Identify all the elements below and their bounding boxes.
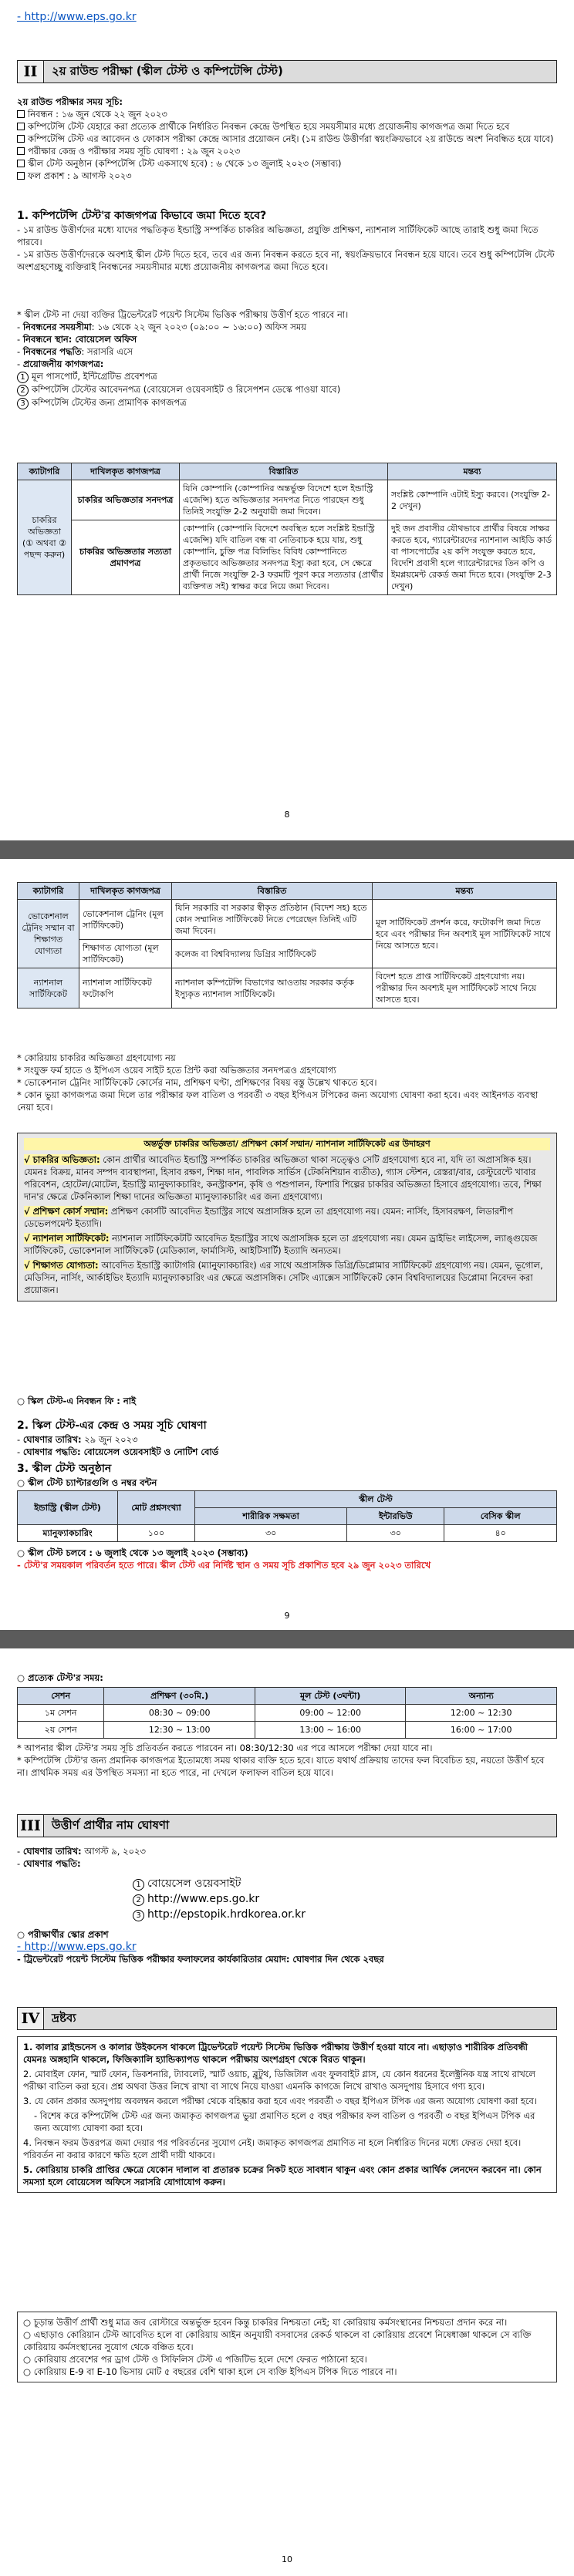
schedule-warning: - টেস্ট'র সময়কাল পরিবর্তন হতে পারে। স্কীল টেস্ট এর নির্দিষ্ট স্থান ও সময় সূচি প্রকাশিত হবে ২৯ জুন ২০২৩ তারিখে — [17, 1560, 431, 1571]
caution-item: 4. নিবন্ধন ফরম উত্তরপত্র জমা দেয়ার পর পরিবর্তনের সুযোগ নেই। জমাকৃত কাগজপত্র প্রমাণিত না হলে নির্ধারিত দিনের মধ্যে ফেরত দেয়া হবে। পরিবর্তন না করার কারণে ক্ষতি হলে প্রার্থী দায়ী থাকবে। — [23, 2137, 522, 2160]
schedule-item: ফল প্রকাশ : ৯ আগস্ট ২০২৩ — [17, 170, 557, 182]
page-8 — [0, 0, 574, 840]
page-separator — [0, 840, 574, 859]
doc-cell: ন্যাশনাল সার্টিফিকেট ফটোকপি — [79, 968, 172, 1009]
note-line: * সংযুক্ত ফর্ম হাতে ও ইপিএস ওয়েব সাইট হতে প্রিন্ট করা অভিজ্ঞতার সনদপত্রও গ্রহণযোগ্য — [17, 1065, 336, 1076]
schedule-item: নিবন্ধন : ১৬ জুন থেকে ২২ জুন ২০২৩ — [17, 108, 557, 120]
schedule-item: কম্পিটেন্সি টেস্ট যেহারে করা প্রত্যেক প্রার্থীকে নির্ধারিত নিবন্ধন কেন্দ্রে উপস্থিত হয়ে সময়সীমার মধ্যে প্রয়োজনীয় কাগজপত্র জমা দিতে হবে — [17, 120, 557, 133]
th-details: বিস্তারিত — [172, 883, 373, 900]
doc-item: 3 কম্পিটেন্সি টেস্টের জন্য প্রামাণিক কাগজপত্র — [17, 396, 557, 409]
score-validity: - ট্রিভেন্টরেট পয়েন্ট সিস্টেম ভিত্তিক পরীক্ষার ফলাফলের কার্যকারিতার মেয়াদ: ঘোষণার দিন থেকে ২বছর — [17, 1954, 384, 1965]
table-row: ২য় সেশন 12:30 ~ 13:00 13:00 ~ 16:00 16:00 ~ 17:00 — [18, 1722, 557, 1739]
timing-title: ○ প্রত্যেক টেস্ট'র সময়: — [17, 1672, 103, 1683]
category-cell: ন্যাশনাল সার্টিফিকেট — [18, 968, 79, 1009]
caution-item: 2. মোবাইল ফোন, স্মার্ট ফোন, ডিকশনারি, ট্যাবলেট, স্মার্ট ওয়াচ, ব্লুটুথ, ডিজিটাল এবং ফুলবাইট গ্লাস, যে কোন ধরনের ইলেক্ট্রনিক যন্ত্র সাথে রাখলে পরীক্ষা বাতিল করা হবে। প্রশ্ন অথবা উত্তর লিখে রাখা বা সাথে নিয়ে যাওয়া এমনকি কাগজে লিখে রাখাও অসদুপায় হিসাবে গণ্য হবে। — [23, 2069, 535, 2092]
remark-cell: মূল সার্টিফিকেট প্রদর্শন করে, ফটোকপি জমা দিতে হবে এবং পরীক্ষার দিন অবশ্যই মূল সার্টিফিকেট সাথে নিয়ে আসতে হবে। — [373, 900, 557, 968]
checkbox-icon — [17, 123, 25, 130]
note-line: * কোরিয়ায় চাকরির অভিজ্ঞতা গ্রহণযোগ্য নয় — [17, 1052, 176, 1063]
remark-cell: সংশ্লিষ্ট কোম্পানি এটাই ইস্যু করবে। (সংযুক্তি 2-2 দেখুন) — [388, 480, 557, 520]
cautions-box — [17, 2036, 557, 2193]
reg-line: - নিবন্ধনের পদ্ধতি: সরাসরি এসে — [17, 346, 133, 357]
doc-cell: চাকরির অভিজ্ঞতার সনদপত্র — [72, 480, 180, 520]
note-line: * ভোকেশনাল ট্রেনিং সার্টিফিকেট কোর্সের নাম, প্রশিক্ষণ ঘণ্টা, প্রশিক্ষণের বিষয় বস্তু উল্লেখ থাকতে হবে। — [17, 1077, 377, 1088]
eps-link[interactable]: - http://www.eps.go.kr — [17, 11, 137, 23]
detail-cell: যিনি সরকারি বা সরকার স্বীকৃত প্রতিষ্ঠান (বিদেশ সহ) হতে কোন সম্মানিত সার্টিফিকেট নিতে পেরেছেন তিনিই এটি জমা দিবেন। — [172, 900, 373, 940]
doc-cell: ভোকেশনাল ট্রেনিং (মূল সার্টিফিকেট) — [79, 900, 172, 940]
category-cell: চাকরির অভিজ্ঞতা (① অথবা ② পছন্দ করুন) — [18, 480, 72, 595]
checkbox-icon — [17, 110, 25, 118]
section-title: উত্তীর্ণ প্রার্থীর নাম ঘোষণা — [52, 1817, 170, 1832]
doc-item: 2 কম্পিটেন্সি টেস্টের আবেদনপত্র (বোয়েসেল ওয়েবসাইট ও রিসেপশন ডেস্কে পাওয়া যাবে) — [17, 383, 557, 396]
ann-line: - ঘোষণার পদ্ধতি: — [17, 1858, 81, 1869]
examples-box — [17, 1133, 557, 1301]
th-remarks: মন্তব্য — [388, 463, 557, 480]
caution-item: 3. যে কোন প্রকার অসদুপায় অবলম্বন করলে পরীক্ষা থেকে বহিষ্কার করা হবে এবং পরবর্তী ৩ বছর ইপিএস টপিক এর জন্য অযোগ্য ঘোষণা করা হবে। — [23, 2096, 538, 2106]
section-2-header — [17, 60, 557, 83]
reg-line: - নিবন্ধনের সময়সীমা: ১৬ থেকে ২২ জুন ২০২৩ (০৯:০০ ~ ১৬:০০) অফিস সময় — [17, 322, 306, 332]
section-number: II — [18, 61, 44, 82]
examples-title: অন্তর্ভুক্ত চাকরির অভিজ্ঞতা/ প্রশিক্ষণ কোর্স সম্মান/ ন্যাশনাল সার্টিফিকেট এর উদাহরণ — [24, 1138, 550, 1150]
section-number: III — [18, 1815, 44, 1837]
section-3-header — [17, 1814, 557, 1837]
q2-line: - ঘোষণার তারিখ: ২৯ জুন ২০২৩ — [17, 1434, 138, 1445]
page-number: 10 — [282, 2554, 292, 2564]
timing-note: * আপনার স্কীল টেস্ট'র সময় সূচি প্রতিবর্তন করতে পারবেন না। 08:30/12:30 এর পরে আসলে পরীক্ষা দেয়া যাবে না। — [17, 1743, 433, 1753]
timing-table: সেশন প্রশিক্ষণ (৩০মি.) মূল টেস্ট (৩ঘন্টা) অন্যান্য ১ম সেশন 08:30 ~ 09:00 09:00 ~ 12:00 12:00 ~ 12:30 ২য় সেশন 12:30 ~ 13:00 13:00 ~ 16:00 16:00 ~ 17:00 — [17, 1687, 557, 1739]
doc-item: 1 মূল পাসপোর্ট, ইন্টিগ্রেটিভ প্রবেশপত্র — [17, 370, 557, 383]
ann-item[interactable]: 2 http://www.eps.go.kr — [133, 1891, 557, 1907]
th-documents: দাখিলকৃত কাগজপত্র — [79, 883, 172, 900]
ann-item: 1 বোয়েসেল ওয়েবসাইট — [133, 1876, 557, 1891]
ann-line: - ঘোষণার তারিখ: আগস্ট ৯, ২০২৩ — [17, 1846, 146, 1857]
cert-table — [17, 882, 557, 1009]
example-item: √ চাকরির অভিজ্ঞতা: কোন প্রার্থীর আবেদিত ইন্ডাস্ট্রি সম্পর্কিত চাকরির অভিজ্ঞতা থাকা সত্ত্বেও সেটি গ্রহণযোগ্য হবে না, যদি তা অপ্রাসঙ্গিক হয়। যেমনঃ বিক্রয়, মানব সম্পদ ব্যবস্থাপনা, হিসাব রক্ষণ, শিক্ষা দান, পাবলিক সার্ভিস (টেকনিশিয়ান ব্যতীত), গ্যাস স্টেশন, রেস্তরা/বার, রেস্টুরেন্টে খাবার পরিবেশন, হোটেল/মোটেল, ইন্ডাস্ট্রি ম্যানুফ্যাকচারিং, কনস্ট্রাকশন, কৃষি ও পশুপালন, ফিশারি শিল্পের চাকরির অভিজ্ঞতা হিসাবে গ্রহণযোগ্য। তবে, শিক্ষা দান'র ক্ষেত্রে টেকনিক্যাল শিক্ষা দানের অভিজ্ঞতা ম্যানুফ্যাকচারিং এর জন্য গ্রহণযোগ্য। — [24, 1154, 542, 1202]
doc-cell: শিক্ষাগত যোগ্যতা (মূল সার্টিফিকেট) — [79, 940, 172, 968]
page-number: 9 — [284, 1611, 290, 1621]
final-note: ○ চূড়ান্ত উত্তীর্ণ প্রার্থী শুধু মাত্র জব রোস্টারে অন্তর্ভুক্ত হবেন কিন্তু চাকরির নিশ্চয়তা নেই; যা কোরিয়ায় কর্মসংস্থানের নিশ্চয়তা প্রদান করে না। — [23, 2317, 508, 2328]
detail-cell: ন্যাশনাল কম্পিটেন্সি বিভাগের আওতায় সরকার কর্তৃক ইস্যুকৃত ন্যাশনাল সার্টিফিকেট। — [172, 968, 373, 1009]
checkbox-icon — [17, 172, 25, 180]
section-number: IV — [18, 2008, 44, 2029]
star-note: * স্কীল টেস্ট না দেয়া ব্যক্তির ট্রিভেন্টরেট পয়েন্ট সিস্টেম ভিত্তিক পরীক্ষায় উত্তীর্ণ হতে পারবে না। — [17, 309, 349, 320]
experience-table — [17, 463, 557, 595]
schedule-item: পরীক্ষার কেন্দ্র ও পরীক্ষার সময় সূচি ঘোষণা : ২৯ জুন ২০২৩ — [17, 145, 557, 157]
remark-cell: দুই জন প্রবাসীর যৌথভাবে প্রার্থীর বিষয়ে সাক্ষর করতে হবে, গ্যারেন্টারদের ন্যাশনাল আইডি কার্ড বা পাসপোর্টের ২য় কপি সংযুক্ত করতে হবে, বিদেশি প্রবাসী হলে গ্যারেন্টারদের তিন কপি ও ইমপ্লয়মেন্ট রেকর্ড জমা দিতে হবে। (সংযুক্তি 2-3 দেখুন) — [388, 520, 557, 595]
example-item: √ শিক্ষাগত যোগ্যতা: আবেদিত ইন্ডাস্ট্রি ক্যাটাগরি (ম্যানুফ্যাকচারিং) এর সাথে অপ্রাসঙ্গিক ডিগ্রি/ডিপ্লোমার সার্টিফিকেট গ্রহণযোগ্য নয়। যেমন, ভূগোল, মেডিসিন, নার্সিং, আর্কাইভিং ইত্যাদি ম্যানুফ্যাকচারিং এর ক্ষেত্রে অপ্রাসঙ্গিক। সেটিং এ্যাক্সেস সার্টিফিকেট কোন বিশ্ববিদ্যালয়ের ডিপ্লোমা নিবেদন করা প্রয়োজন। — [24, 1260, 543, 1295]
reg-line: - নিবন্ধনে স্থান: বোয়েসেল অফিস — [17, 334, 137, 345]
remark-cell: বিদেশ হতে প্রাপ্ত সার্টিফিকেট গ্রহণযোগ্য নয়। পরীক্ষার দিন অবশ্যই মূল সার্টিফিকেট সাথে নিয়ে আসতে হবে। — [373, 968, 557, 1009]
timing-block — [17, 1672, 557, 1779]
registration-block — [17, 308, 557, 409]
schedule-heading: ২য় রাউন্ড পরীক্ষার সময় সূচি: — [17, 96, 123, 107]
caution-item: 5. কোরিয়ায় চাকরি প্রাপ্তির ক্ষেত্রে যেকোন দালাল বা প্রতারক চক্রের নিকট হতে সাবধান থাকুন এবং কোন প্রকার আর্থিক লেনদেন করবেন না। কোন সমস্যা হলে বোয়েসেল অফিসে সরাসরি যোগাযোগ করুন। — [23, 2164, 542, 2187]
example-item: √ প্রশিক্ষণ কোর্স সম্মান: প্রশিক্ষণ কোর্সটি আবেদিত ইন্ডাস্ট্রির সাথে অপ্রাসঙ্গিক হলে তা গ্রহণযোগ্য নয়। যেমন: নার্সিং, হিসাবরক্ষণ, লিডারশীপ ডেভেলপমেন্ট ইত্যাদি। — [24, 1206, 514, 1229]
page-10 — [0, 1648, 574, 2576]
example-item: √ ন্যাশনাল সার্টিফিকেট: ন্যাশনাল সার্টিফিকেটটি আবেদিত ইন্ডাস্ট্রির সাথে অপ্রাসঙ্গিক হলে তা গ্রহণযোগ্য নয়। যেমন ড্রাইভিং লাইসেন্স, ল্যাঙ্গুয়েজ সার্টিফিকেট, ভোকেশনাল সার্টিফিকেট (মেডিক্যাল, ফার্মাসিস্ট, আইটিসার্টি) ইত্যাদি অন্যতম। — [24, 1233, 538, 1256]
announcement-block — [17, 1845, 557, 1965]
schedule-item: কম্পিটেন্সি টেস্ট এর আবেদন ও ফোকাস পরীক্ষা কেন্দ্রে আসার প্রয়োজন নেই। (১ম রাউন্ড উত্তীর্ণরা স্বয়ংক্রিয়ভাবে ২য় রাউন্ডে অংশ নিবন্ধিত হয়ে যাবে) — [17, 133, 557, 145]
q2-title: 2. স্কিল টেস্ট-এর কেন্দ্র ও সময় সূচি ঘোষণা — [17, 1419, 207, 1432]
th-details: বিস্তারিত — [180, 463, 388, 480]
detail-cell: যিনি কোম্পানি (কোম্পানির অন্তর্ভুক্ত বিদেশে হলে ইন্ডাস্ট্রি এজেন্সি) হতে অভিজ্ঞতার সনদপত্র নিতে পারছেন শুধু তিনিই সংযুক্তি 2-2 অনুযায়ী জমা দিবেন। — [180, 480, 388, 520]
score-table: ইন্ডাস্ট্রি (স্কীল টেস্ট) মোট প্রশ্নসংখ্যা স্কীল টেস্ট শারীরিক সক্ষমতা ইন্টারভিউ বেসিক স্কীল ম্যানুফ্যাকচারিং ১০০ ৩০ ৩০ ৪০ — [17, 1490, 557, 1542]
schedule-block — [17, 96, 557, 182]
q1-line: - ১ম রাউন্ড উত্তীর্ণদেরকে অবশ্যই স্কীল টেস্ট দিতে হবে, তবে এর জন্য নিবন্ধন করতে হবে না, স্বয়ংক্রিয়ভাবে নিবন্ধন হয়ে যাবে। তবে শুধু কম্পিটেন্সি টেস্টে অংশগ্রহণেচ্ছু ব্যক্তিরাই নিবন্ধনের সময়সীমার মধ্যে প্রয়োজনীয় কাগজপত্র জমা দিতে হবে। — [17, 249, 555, 272]
final-notes-box — [17, 2312, 557, 2382]
score-link[interactable]: - http://www.eps.go.kr — [17, 1941, 137, 1953]
notes-block — [17, 1052, 557, 1113]
test-dates: ○ স্কীল টেস্ট চলবে : ৬ জুলাই থেকে ১৩ জুলাই ২০২৩ (সম্ভাব্য) — [17, 1547, 248, 1558]
page-9 — [0, 859, 574, 1630]
q1-block — [17, 208, 557, 273]
th-category: ক্যাটাগরি — [18, 463, 72, 480]
doc-cell: চাকরির অভিজ্ঞতার সত্যতা প্রমাণপত্র — [72, 520, 180, 595]
timing-note: * কম্পিটেন্সি টেস্ট'র জন্য প্রমানিক কাগজপত্র ইতোমধ্যে সময় থাকার ব্যক্তি হতে হবে। যাতে যথার্থ প্রক্রিয়ায় তাদের ফল বিবেচিত হয়, নয়তো উত্তীর্ণ হবে না। প্রাথমিক সময় এর উপস্থিত সমস্যা না হতে পারে, না দেখলে ফলাফল বাতিল হয়ে যাবে। — [17, 1755, 545, 1778]
skill-test-block — [17, 1395, 557, 1571]
section-title: দ্রষ্টব্য — [52, 2010, 76, 2025]
ann-item[interactable]: 3 http://epstopik.hrdkorea.or.kr — [133, 1907, 557, 1922]
q3-subtitle: ○ স্কীল টেস্ট চ্যাপ্টারগুলি ও নম্বর বন্টন — [17, 1477, 157, 1488]
schedule-item: স্কীল টেস্ট অনুষ্ঠান (কম্পিটেন্সি টেস্ট একসাথে হবে) : ৬ থেকে ১৩ জুলাই ২০২৩ (সম্ভাব্য) — [17, 157, 557, 170]
caution-item: - বিশেষ করে কম্পিটেন্সি টেস্ট এর জন্য জমাকৃত কাগজপত্র ভুয়া প্রমাণিত হলে ৫ বছর পরীক্ষার ফল বাতিল ও পরবর্তী ৩ বছর ইপিএস টপিক এর জন্য অযোগ্য ঘোষণা করা হবে। — [34, 2110, 535, 2133]
note-line: * কোন ভুয়া কাগজপত্র জমা দিলে তার পরীক্ষার ফল বাতিল ও পরবর্তী ৩ বছর ইপিএস টপিকের জন্য অযোগ্য ঘোষণা করা হবে। এবং আইনগত ব্যবস্থা নেয়া হবে। — [17, 1089, 539, 1113]
checkbox-icon — [17, 160, 25, 167]
th-documents: দাখিলকৃত কাগজপত্র — [72, 463, 180, 480]
q3-title: 3. স্কীল টেস্ট অনুষ্ঠান — [17, 1463, 112, 1475]
detail-cell: কলেজ বা বিশ্ববিদ্যালয় ডিগ্রির সার্টিফিকেট — [172, 940, 373, 968]
th-category: ক্যাটাগরি — [18, 883, 79, 900]
checkbox-icon — [17, 135, 25, 143]
section-4-header — [17, 2007, 557, 2030]
final-note: ○ কোরিয়ায় প্রবেশের পর ড্রাগ টেস্ট ও সিফিলিস টেস্ট এ পজিটিভ হলে দেশে ফেরত পাঠানো হবে। — [23, 2354, 367, 2365]
caution-item: 1. কালার ব্লাইন্ডনেস ও কালার উইকনেস থাকলে ট্রিভেন্টরেট পয়েন্ট সিস্টেম ভিত্তিক পরীক্ষায় উত্তীর্ণ হওয়া যাবে না। এছাড়াও শারীরিক প্রতিবন্ধী যেমনঃ অঙ্গহানি থাকলে, ফিজিক্যালি হ্যান্ডিক্যাপড থাকলে পরীক্ষায় অংশগ্রহণ থেকে বিরত থাকুন। — [23, 2042, 528, 2065]
detail-cell: কোম্পানি (কোম্পানি বিদেশে অবস্থিত হলে সংশ্লিষ্ট ইন্ডাস্ট্রি এজেন্সি) যদি বাতিল বন্ধ বা নেতিবাচক হয়ে যায়, শুধু কোম্পানি, চুক্তি পত্র বিলিভিং বিবিধ কোম্পানিতে প্রকৃতভাবে অভিজ্ঞতার সনদপত্র ইস্যু করা হবে, সে ক্ষেত্রে প্রার্থী নিজে সংযুক্তি 2-3 ফরমটি পূরণ করে সত্যতার (প্রার্থীর ব্যক্তিগত সই) স্বাক্ষর করে নিয়ে জমা দিবেন। — [180, 520, 388, 595]
q1-line: - ১ম রাউন্ড উত্তীর্ণদের মধ্যে যাদের পদ্ধতিকৃত ইন্ডাস্ট্রি সম্পর্কিত চাকরির অভিজ্ঞতা, প্রযুক্তি প্রশিক্ষণ, ন্যাশনাল সার্টিফিকেট আছে তারাই শুধু জমা দিতে পারবে। — [17, 224, 539, 247]
score-publication: ○ পরীক্ষার্থীর স্কোর প্রকাশ — [17, 1929, 109, 1940]
skill-reg-fee: ○ স্কিল টেস্ট-এ নিবন্ধন ফি : নাই — [17, 1396, 137, 1406]
reg-line: - প্রয়োজনীয় কাগজপত্র: — [17, 359, 104, 369]
th-remarks: মন্তব্য — [373, 883, 557, 900]
section-title: ২য় রাউন্ড পরীক্ষা (স্কীল টেস্ট ও কম্পিটেন্সি টেস্ট) — [52, 63, 283, 78]
page-number: 8 — [284, 810, 290, 820]
q1-title: 1. কম্পিটেন্সি টেস্ট'র কাজগপত্র কিভাবে জমা দিতে হবে? — [17, 210, 267, 222]
final-note: ○ কোরিয়ায় E-9 বা E-10 ভিসায় মোট ৫ বছরের বেশি থাকা হলে সে ব্যক্তি ইপিএস টপিক দিতে পারবে না। — [23, 2366, 397, 2377]
checkbox-icon — [17, 147, 25, 155]
q2-line: - ঘোষণার পদ্ধতি: বোয়েসেল ওয়েবসাইট ও নোটিশ বোর্ড — [17, 1446, 219, 1457]
table-row: ১ম সেশন 08:30 ~ 09:00 09:00 ~ 12:00 12:00 ~ 12:30 — [18, 1705, 557, 1722]
page-separator — [0, 1630, 574, 1648]
category-cell: ভোকেশনাল ট্রেনিং সম্মান বা শিক্ষাগত যোগ্যতা — [18, 900, 79, 968]
final-note: ○ এছাড়াও কোরিয়ান টেস্ট আবেদিত হলে বা কোরিয়ায় আইন অনুযায়ী বসবাসের রেকর্ড থাকলে বা কোরিয়ায় প্রবেশে নিষেধাজ্ঞা থাকলে সে ব্যক্তি কোরিয়ায় কর্মসংস্থানের সুযোগ থেকে বঞ্চিত হবে। — [23, 2329, 532, 2352]
